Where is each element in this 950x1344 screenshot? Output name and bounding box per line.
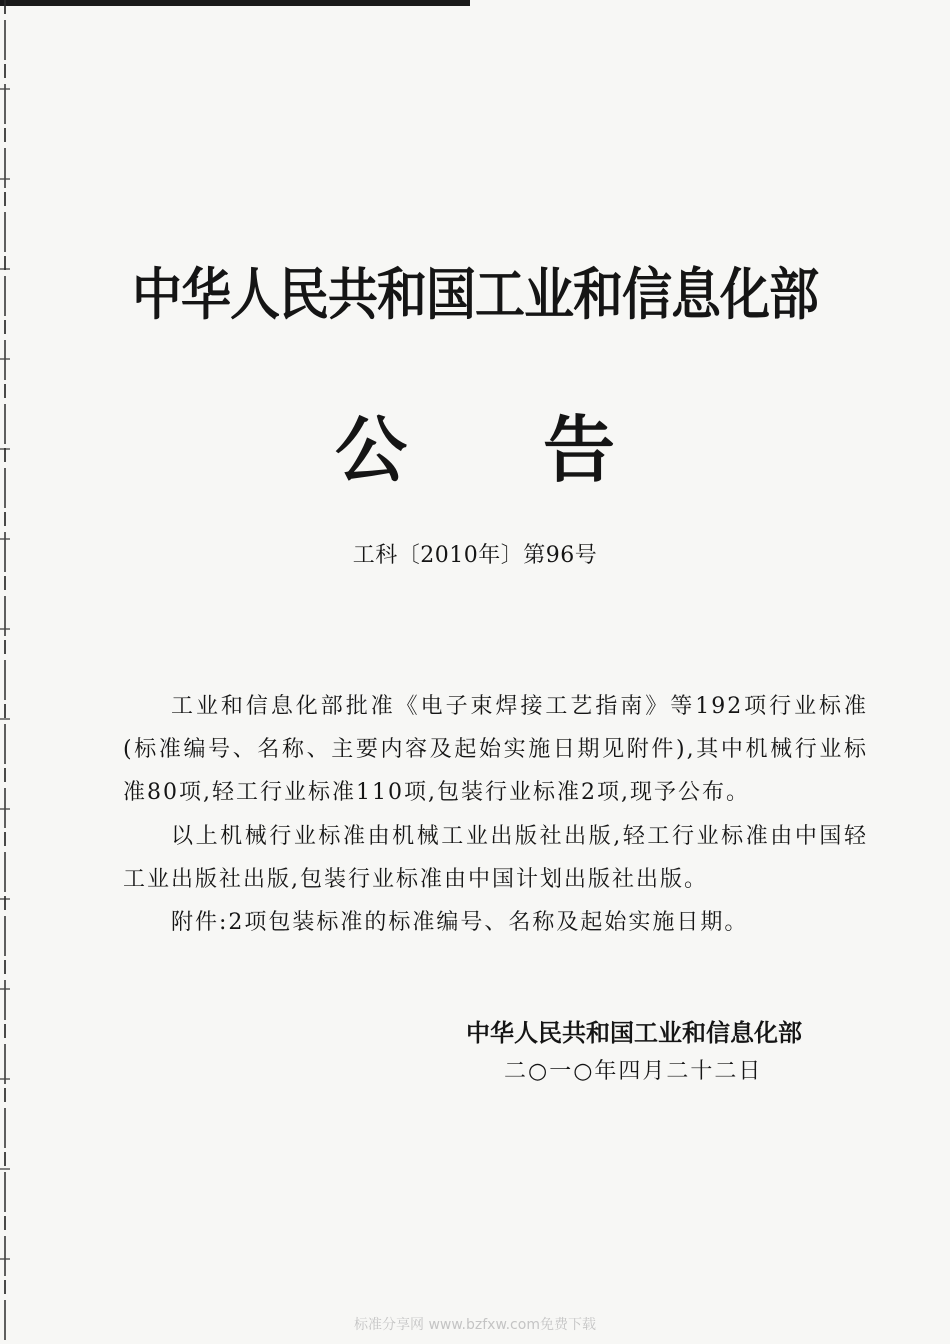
ministry-title: 中华人民共和国工业和信息化部	[132, 262, 818, 328]
body-paragraph-attachment: 附件:2项包装标准的标准编号、名称及起始实施日期。	[171, 910, 749, 935]
signature-date: 二○一○年四月二十二日	[504, 1059, 763, 1084]
top-border-rule	[0, 0, 470, 6]
footer-watermark: 标准分享网 www.bzfxw.com免费下载	[354, 1317, 596, 1333]
signatory-organization: 中华人民共和国工业和信息化部	[466, 1019, 802, 1047]
left-scan-edge	[4, 0, 6, 1344]
document-number: 工科〔2010年〕第96号	[352, 543, 598, 568]
document-type-heading: 公告	[334, 408, 751, 492]
body-paragraph-approval: 工业和信息化部批准《电子束焊接工艺指南》等192项行业标准(标准编号、名称、主要内容及起始实施日期见附件),其中机械行业标准80项,轻工行业标准110项,包装行业标准2项,现予公布。	[123, 694, 868, 805]
body-paragraph-publishers: 以上机械行业标准由机械工业出版社出版,轻工行业标准由中国轻工业出版社出版,包装行业标准由中国计划出版社出版。	[123, 824, 868, 892]
